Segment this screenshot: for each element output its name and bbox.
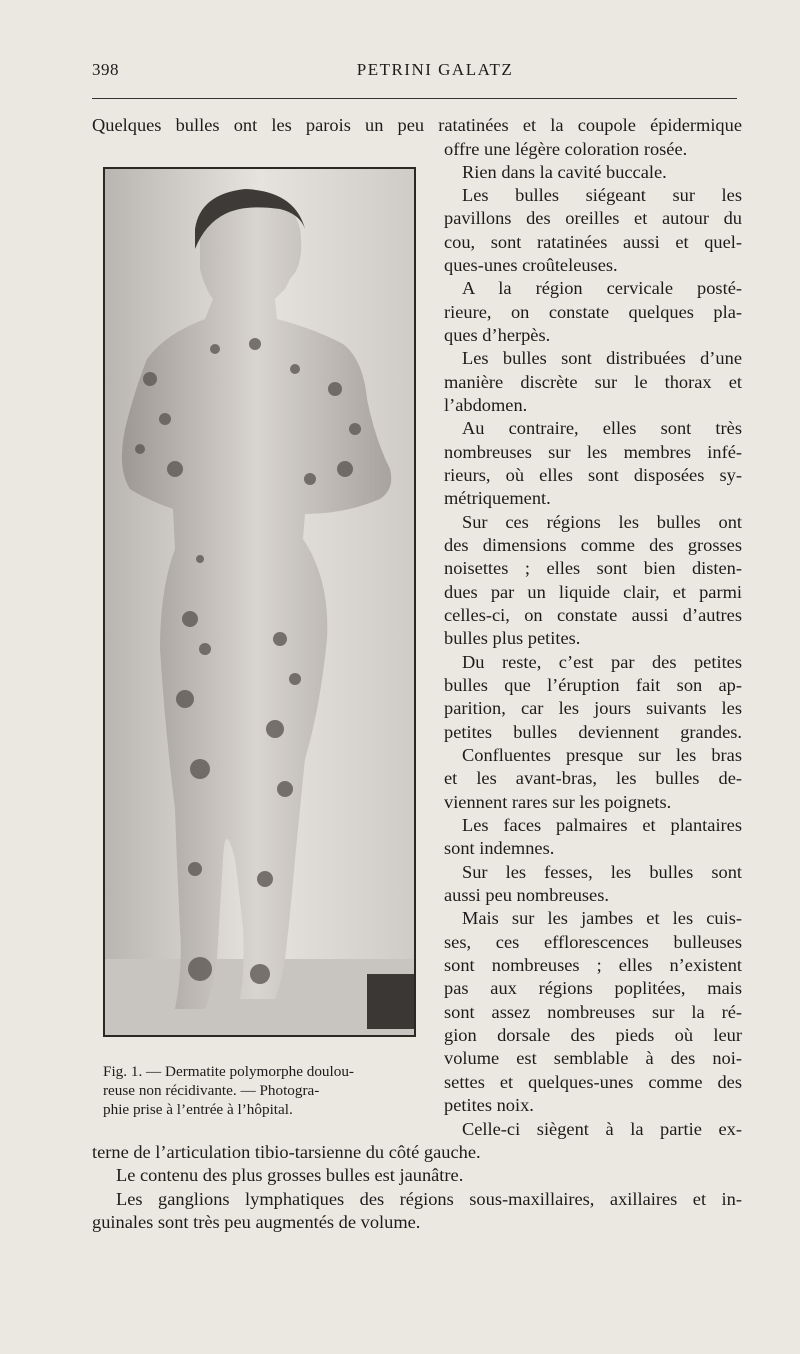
text-line: sont indemnes.: [444, 838, 555, 858]
text-line: celles-ci, on constate aussi d’autres: [444, 605, 742, 625]
text-line: et les avant-bras, les bulles de-: [444, 768, 742, 788]
patient-photo: [105, 169, 414, 1035]
page-number: 398: [92, 60, 119, 79]
text-line: pas aux régions poplitées, mais: [444, 978, 742, 998]
text-line: aussi peu nombreuses.: [444, 885, 609, 905]
text-line: métriquement.: [444, 488, 551, 508]
text-line: volume est semblable à des noi-: [444, 1048, 742, 1068]
text-line: parition, car les jours suivants les: [444, 698, 742, 718]
caption-line: reuse non récidivante. — Photogra-: [103, 1082, 320, 1099]
text-line: ques-unes croûteleuses.: [444, 255, 618, 275]
text-line: ques d’herpès.: [444, 325, 551, 345]
floor-object: [367, 974, 414, 1029]
text-line: Les bulles sont distribuées d’une: [462, 348, 742, 368]
text-line: Sur ces régions les bulles ont: [462, 512, 742, 532]
text-line: Du reste, c’est par des petites: [462, 652, 742, 672]
text-line: petites noix.: [444, 1095, 534, 1115]
caption-line: Fig. 1. — Dermatite polymorphe doulou-: [103, 1063, 354, 1080]
text-line: cou, sont ratatinées aussi et quel-: [444, 232, 742, 252]
text-line: Sur les fesses, les bulles sont: [462, 862, 742, 882]
text-line: Les ganglions lymphatiques des régions sous-maxillaires, axillaires et in-: [116, 1189, 742, 1209]
text-line: offre une légère coloration rosée.: [444, 139, 688, 159]
text-line: dues par un liquide clair, et parmi: [444, 582, 742, 602]
text-line: rieurs, où elles sont disposées sy-: [444, 465, 742, 485]
text-line: petites bulles deviennent grandes.: [444, 722, 742, 742]
text-line: Quelques bulles ont les parois un peu ratatinées et la coupole épidermique: [92, 115, 742, 135]
text-line: ses, ces efflorescences bulleuses: [444, 932, 742, 952]
text-line: l’abdomen.: [444, 395, 528, 415]
text-line: Les bulles siégeant sur les: [462, 185, 742, 205]
text-line: gion dorsale des pieds où leur: [444, 1025, 742, 1045]
text-line: Celle-ci siègent à la partie ex-: [462, 1119, 742, 1139]
text-line: sont assez nombreuses sur la ré-: [444, 1002, 742, 1022]
text-line: manière discrète sur le thorax et: [444, 372, 742, 392]
text-line: Les faces palmaires et plantaires: [462, 815, 742, 835]
text-line: rieure, on constate quelques pla-: [444, 302, 742, 322]
text-line: viennent rares sur les poignets.: [444, 792, 672, 812]
header-rule: [92, 98, 737, 99]
text-line: guinales sont très peu augmentés de volume.: [92, 1212, 421, 1232]
text-line: pavillons des oreilles et autour du: [444, 208, 742, 228]
text-line: A la région cervicale posté-: [462, 278, 742, 298]
text-line: nombreuses sur les membres infé-: [444, 442, 742, 462]
caption-line: phie prise à l’entrée à l’hôpital.: [103, 1101, 293, 1118]
text-line: bulles que l’éruption fait son ap-: [444, 675, 742, 695]
text-line: terne de l’articulation tibio-tarsienne du côté gauche.: [92, 1142, 481, 1162]
text-line: bulles plus petites.: [444, 628, 581, 648]
text-line: des dimensions comme des grosses: [444, 535, 742, 555]
text-line: Confluentes presque sur les bras: [462, 745, 742, 765]
figure-caption: [103, 1062, 423, 1119]
text-line: settes et quelques-unes comme des: [444, 1072, 742, 1092]
text-line: noisettes ; elles sont bien disten-: [444, 558, 742, 578]
figure-photograph: [103, 167, 416, 1037]
text-line: Mais sur les jambes et les cuis-: [462, 908, 742, 928]
text-line: Le contenu des plus grosses bulles est jaunâtre.: [116, 1165, 464, 1185]
text-line: Au contraire, elles sont très: [462, 418, 742, 438]
page-header: [92, 60, 738, 88]
text-line: sont nombreuses ; elles n’existent: [444, 955, 742, 975]
text-line: Rien dans la cavité buccale.: [462, 162, 667, 182]
running-title: PETRINI GALATZ: [356, 60, 514, 79]
